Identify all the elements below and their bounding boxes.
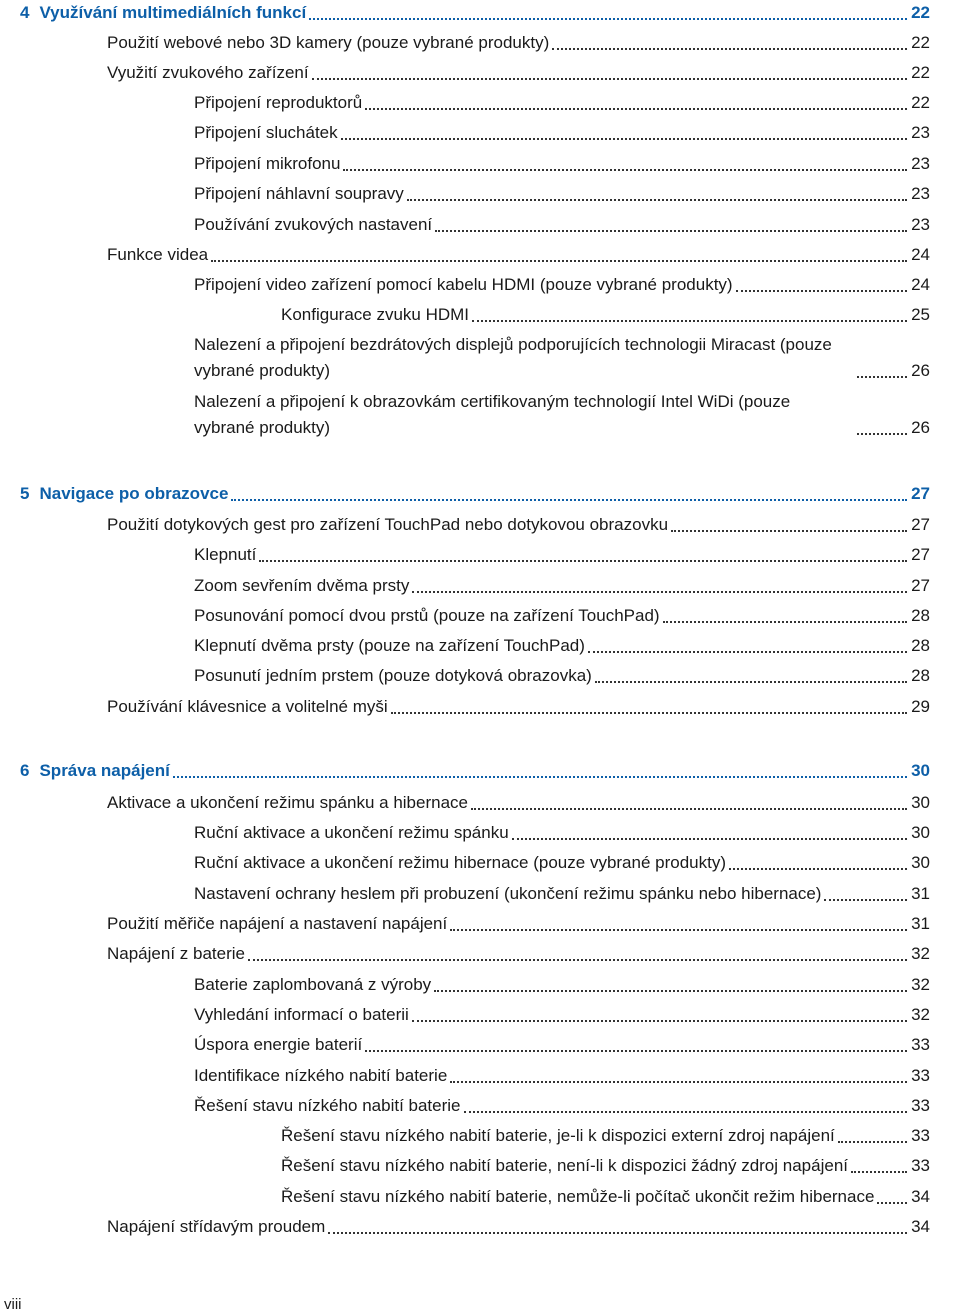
toc-entry[interactable] <box>194 1002 930 1028</box>
entry-title: Klepnutí <box>194 545 257 564</box>
chapter-title: Využívání multimediálních funkcí <box>39 3 307 22</box>
page-number: 24 <box>911 245 930 264</box>
page-number: 31 <box>911 914 930 933</box>
dot-leader <box>736 290 907 292</box>
dot-leader <box>464 1111 908 1113</box>
page-number: 24 <box>911 275 930 294</box>
entry-title: Funkce videa <box>107 245 209 264</box>
toc-entry[interactable] <box>107 512 930 538</box>
dot-leader <box>512 838 907 840</box>
page-number: 27 <box>911 515 930 534</box>
page-number: 30 <box>911 853 930 872</box>
dot-leader <box>231 499 907 501</box>
entry-title: Řešení stavu nízkého nabití baterie, není-li k dispozici žádný zdroj napájení <box>281 1156 848 1175</box>
entry-title: Úspora energie baterií <box>194 1035 363 1054</box>
dot-leader <box>851 1171 907 1173</box>
dot-leader <box>435 230 907 232</box>
chapter-number: 6 <box>20 761 30 780</box>
dot-leader <box>365 108 907 110</box>
page-number: 26 <box>911 361 930 380</box>
toc-entry[interactable] <box>281 302 930 328</box>
page-number: 23 <box>911 123 930 142</box>
toc-entry[interactable] <box>194 120 930 146</box>
entry-title: Vyhledání informací o baterii <box>194 1005 409 1024</box>
dot-leader <box>211 260 907 262</box>
toc-entry[interactable] <box>194 90 930 116</box>
entry-title: Ruční aktivace a ukončení režimu hibernace (pouze vybrané produkty) <box>194 853 727 872</box>
entry-title: Připojení náhlavní soupravy <box>194 184 404 203</box>
dot-leader <box>671 530 907 532</box>
toc-entry[interactable] <box>107 30 930 56</box>
toc-entry[interactable] <box>107 694 930 720</box>
entry-title: Připojení sluchátek <box>194 123 338 142</box>
entry-title: Napájení střídavým proudem <box>107 1217 326 1236</box>
toc-chapter-5[interactable] <box>20 481 930 507</box>
toc-entry[interactable] <box>194 603 930 629</box>
entry-title: Využití zvukového zařízení <box>107 63 309 82</box>
dot-leader <box>412 1020 907 1022</box>
dot-leader <box>857 376 907 378</box>
page-number: 32 <box>911 1005 930 1024</box>
toc-entry[interactable] <box>194 389 930 441</box>
dot-leader <box>471 808 907 810</box>
chapter-number: 4 <box>20 3 30 22</box>
toc-entry[interactable] <box>194 1032 930 1058</box>
dot-leader <box>729 868 907 870</box>
dot-leader <box>857 433 907 435</box>
page-number: 29 <box>911 697 930 716</box>
page-number: 33 <box>911 1066 930 1085</box>
page-number: 22 <box>911 63 930 82</box>
entry-title: Použití dotykových gest pro zařízení TouchPad nebo dotykovou obrazovku <box>107 515 669 534</box>
entry-title: Připojení video zařízení pomocí kabelu HDMI (pouze vybrané produkty) <box>194 275 733 294</box>
dot-leader <box>877 1202 907 1204</box>
toc-entry[interactable] <box>107 941 930 967</box>
dot-leader <box>412 591 907 593</box>
page-number: 33 <box>911 1156 930 1175</box>
page-number: 22 <box>911 3 930 22</box>
entry-title: Klepnutí dvěma prsty (pouze na zařízení TouchPad) <box>194 636 585 655</box>
page-number: 28 <box>911 636 930 655</box>
dot-leader <box>450 1081 907 1083</box>
entry-title: Konfigurace zvuku HDMI <box>281 305 470 324</box>
page-number: 23 <box>911 215 930 234</box>
entry-title: Použití měřiče napájení a nastavení napájení <box>107 914 448 933</box>
toc-entry[interactable] <box>107 60 930 86</box>
toc-entry[interactable] <box>194 663 930 689</box>
toc-entry[interactable] <box>281 1153 930 1179</box>
dot-leader <box>588 651 907 653</box>
toc-entry[interactable] <box>194 1063 930 1089</box>
entry-title: Identifikace nízkého nabití baterie <box>194 1066 448 1085</box>
page-number: 31 <box>911 884 930 903</box>
page-number: 28 <box>911 666 930 685</box>
dot-leader <box>407 199 907 201</box>
toc-entry[interactable] <box>194 633 930 659</box>
dot-leader <box>472 320 907 322</box>
page-number: 30 <box>911 823 930 842</box>
toc-entry[interactable] <box>194 272 930 298</box>
toc-entry[interactable] <box>281 1184 930 1210</box>
page-number: 26 <box>911 418 930 437</box>
page-number: 27 <box>911 484 930 503</box>
toc-entry[interactable] <box>194 820 930 846</box>
entry-title: Připojení reproduktorů <box>194 93 363 112</box>
entry-title: Napájení z baterie <box>107 944 245 963</box>
dot-leader <box>341 138 907 140</box>
dot-leader <box>259 560 907 562</box>
entry-title: Řešení stavu nízkého nabití baterie <box>194 1096 461 1115</box>
footer-page-number: viii <box>4 1296 22 1313</box>
toc-entry[interactable] <box>194 1093 930 1119</box>
entry-title: Ruční aktivace a ukončení režimu spánku <box>194 823 509 842</box>
chapter-title: Navigace po obrazovce <box>39 484 229 503</box>
entry-title: Řešení stavu nízkého nabití baterie, nemůže-li počítač ukončit režim hibernace <box>281 1187 875 1206</box>
entry-title: Aktivace a ukončení režimu spánku a hibernace <box>107 793 468 812</box>
toc-entry[interactable] <box>194 332 930 384</box>
dot-leader <box>312 78 908 80</box>
dot-leader <box>595 681 907 683</box>
page-number: 28 <box>911 606 930 625</box>
dot-leader <box>309 18 907 20</box>
entry-title: Připojení mikrofonu <box>194 154 341 173</box>
entry-title: Zoom sevřením dvěma prsty <box>194 576 410 595</box>
dot-leader <box>391 712 907 714</box>
dot-leader <box>434 990 907 992</box>
page-number: 27 <box>911 545 930 564</box>
toc-entry[interactable] <box>194 151 930 177</box>
dot-leader <box>248 959 907 961</box>
page-number: 25 <box>911 305 930 324</box>
entry-title: Používání zvukových nastavení <box>194 215 433 234</box>
toc-entry[interactable] <box>107 1214 930 1240</box>
toc-entry[interactable] <box>194 181 930 207</box>
toc-entry[interactable] <box>107 911 930 937</box>
toc-entry[interactable] <box>281 1123 930 1149</box>
toc-entry[interactable] <box>194 972 930 998</box>
dot-leader <box>450 929 907 931</box>
entry-title: Nalezení a připojení bezdrátových displejů podporujících technologii Miracast (pouze vybrané produkty) <box>194 335 832 380</box>
dot-leader <box>173 776 907 778</box>
page-number: 27 <box>911 576 930 595</box>
page-number: 34 <box>911 1217 930 1236</box>
page-number: 34 <box>911 1187 930 1206</box>
page-number: 33 <box>911 1126 930 1145</box>
dot-leader <box>552 48 907 50</box>
page-number: 22 <box>911 93 930 112</box>
entry-title: Posunutí jedním prstem (pouze dotyková obrazovka) <box>194 666 592 685</box>
dot-leader <box>838 1141 907 1143</box>
entry-title: Posunování pomocí dvou prstů (pouze na zařízení TouchPad) <box>194 606 660 625</box>
page-number: 23 <box>911 184 930 203</box>
toc-entry[interactable] <box>194 212 930 238</box>
dot-leader <box>663 621 907 623</box>
toc-entry[interactable] <box>194 573 930 599</box>
toc-entry[interactable] <box>194 542 930 568</box>
page-number: 33 <box>911 1096 930 1115</box>
page-number: 30 <box>911 761 930 780</box>
page-number: 32 <box>911 944 930 963</box>
dot-leader <box>328 1232 907 1234</box>
entry-title: Použití webové nebo 3D kamery (pouze vybrané produkty) <box>107 33 550 52</box>
toc-entry[interactable] <box>107 790 930 816</box>
entry-title: Baterie zaplombovaná z výroby <box>194 975 432 994</box>
page-number: 30 <box>911 793 930 812</box>
toc-entry[interactable] <box>194 850 930 876</box>
dot-leader <box>824 899 907 901</box>
entry-title: Řešení stavu nízkého nabití baterie, je-li k dispozici externí zdroj napájení <box>281 1126 835 1145</box>
entry-title: Nalezení a připojení k obrazovkám certifikovaným technologií Intel WiDi (pouze vybrané produkty) <box>194 392 791 437</box>
page-number: 22 <box>911 33 930 52</box>
page-number: 32 <box>911 975 930 994</box>
toc-chapter-4[interactable] <box>20 0 930 26</box>
page-number: 23 <box>911 154 930 173</box>
dot-leader <box>343 169 907 171</box>
chapter-title: Správa napájení <box>39 761 170 780</box>
entry-title: Nastavení ochrany heslem při probuzení (ukončení režimu spánku nebo hibernace) <box>194 884 822 903</box>
toc-entry[interactable] <box>194 881 930 907</box>
entry-title: Používání klávesnice a volitelné myši <box>107 697 388 716</box>
toc-chapter-6[interactable] <box>20 758 930 784</box>
page-number: 33 <box>911 1035 930 1054</box>
toc-entry[interactable] <box>107 242 930 268</box>
chapter-number: 5 <box>20 484 30 503</box>
dot-leader <box>365 1050 907 1052</box>
